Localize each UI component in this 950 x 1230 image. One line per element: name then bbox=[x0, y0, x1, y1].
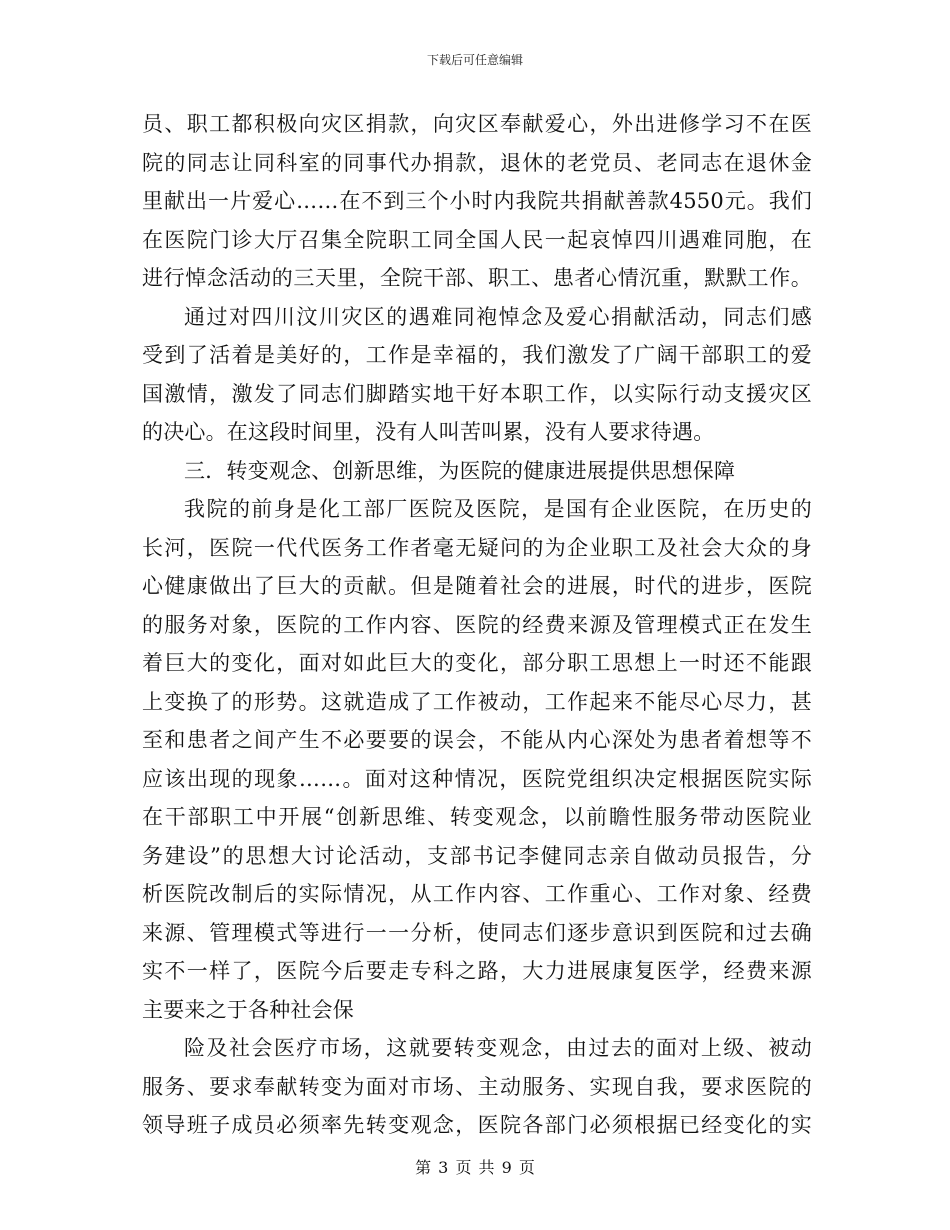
text-line: 务建设”的思想大讨论活动，支部书记李健同志亲自做动员报告，分 bbox=[142, 843, 812, 868]
text-line: 服务、要求奉献转变为面对市场、主动服务、实现自我，要求医院的 bbox=[142, 1074, 812, 1099]
page-number: 第 3 页 共 9 页 bbox=[415, 1158, 535, 1177]
text-line: 在干部职工中开展“创新思维、转变观念，以前瞻性服务带动医院业 bbox=[142, 805, 812, 829]
text-line: 院的同志让同科室的同事代办捐款，退休的老党员、老同志在退休金 bbox=[142, 150, 812, 175]
paragraph-start-line: 险及社会医疗市场，这就要转变观念，由过去的面对上级、被动 bbox=[184, 1036, 812, 1060]
text-line: 受到了活着是美好的，工作是幸福的，我们激发了广阔干部职工的爱 bbox=[142, 343, 812, 367]
text-line: 进行悼念活动的三天里，全院干部、职工、患者心情沉重，默默工作。 bbox=[142, 266, 812, 290]
text-line: 着巨大的变化，面对如此巨大的变化，部分职工思想上一时还不能跟 bbox=[142, 651, 812, 675]
paragraph-end-line: 的决心。在这段时间里，没有人叫苦叫累，没有人要求待遇。 bbox=[142, 420, 715, 444]
text-line: 心健康做出了巨大的贡献。但是随着社会的进展，时代的进步，医院 bbox=[142, 574, 812, 598]
text-line: 实不一样了，医院今后要走专科之路，大力进展康复医学，经费来源 bbox=[142, 959, 812, 983]
text-line: 里献出一片爱心……在不到三个小时内我院共捐献善款4550元。我们 bbox=[142, 189, 812, 213]
page-header-note: 下载后可任意编辑 bbox=[426, 53, 523, 67]
text-line: 在医院门诊大厅召集全院职工同全国人民一起哀悼四川遇难同胞，在 bbox=[142, 227, 812, 252]
paragraph-start-line: 我院的前身是化工部厂医院及医院，是国有企业医院，在历史的 bbox=[184, 497, 812, 521]
text-line: 来源、管理模式等进行一一分析，使同志们逐步意识到医院和过去确 bbox=[142, 920, 812, 945]
text-line: 长河，医院一代代医务工作者毫无疑问的为企业职工及社会大众的身 bbox=[142, 535, 812, 560]
paragraph-start-line: 通过对四川汶川灾区的遇难同袍悼念及爱心捐献活动，同志们感 bbox=[184, 304, 812, 329]
text-line: 析医院改制后的实际情况，从工作内容、工作重心、工作对象、经费 bbox=[142, 882, 812, 906]
text-line: 的服务对象，医院的工作内容、医院的经费来源及管理模式正在发生 bbox=[142, 612, 812, 637]
paragraph-end-line: 主要来之于各种社会保 bbox=[142, 997, 354, 1022]
text-line: 员、职工都积极向灾区捐款，向灾区奉献爱心，外出进修学习不在医 bbox=[142, 112, 812, 136]
text-line: 应该出现的现象……。面对这种情况，医院党组织决定根据医院实际 bbox=[142, 766, 812, 791]
section-heading: 三．转变观念、创新思维，为医院的健康进展提供思想保障 bbox=[184, 458, 736, 483]
document-body bbox=[142, 105, 812, 1145]
text-line: 上变换了的形势。这就造成了工作被动，工作起来不能尽心尽力，甚 bbox=[142, 689, 812, 714]
text-line: 至和患者之间产生不必要要的误会，不能从内心深处为患者着想等不 bbox=[142, 728, 812, 752]
text-line: 领导班子成员必须率先转变观念，医院各部门必须根据已经变化的实 bbox=[142, 1113, 812, 1137]
text-line: 国激情，激发了同志们脚踏实地干好本职工作，以实际行动支援灾区 bbox=[142, 381, 812, 406]
